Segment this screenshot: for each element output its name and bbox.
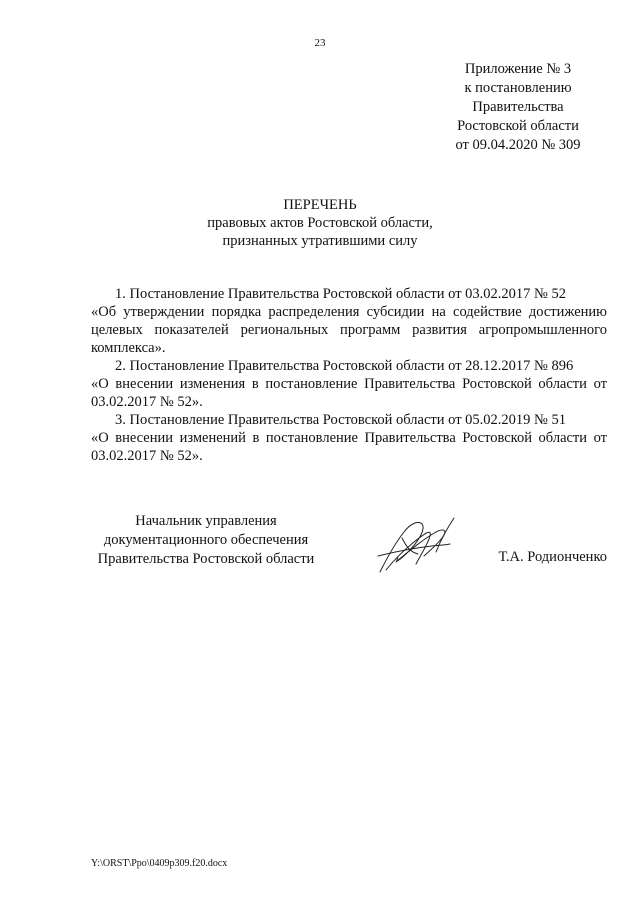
- appendix-line: Ростовской области: [457, 118, 579, 134]
- signatory-name: Т.А. Родионченко: [498, 549, 607, 565]
- list-item-title: 2. Постановление Правительства Ростовской области от 28.12.2017 № 896: [115, 358, 574, 374]
- page-number: 23: [314, 37, 326, 49]
- signatory-position-line: Правительства Ростовской области: [97, 551, 315, 567]
- list-item: [91, 285, 607, 357]
- handwritten-signature: [374, 512, 464, 576]
- footer-file-path: Y:\ORST\Ppo\0409p309.f20.docx: [91, 858, 228, 869]
- signatory-position-line: документационного обеспечения: [103, 532, 309, 548]
- list-item-title: 3. Постановление Правительства Ростовской области от 05.02.2019 № 51: [115, 412, 566, 428]
- signatory-position-line: Начальник управления: [135, 513, 277, 529]
- list-item-text: «О внесении изменения в постановление Правительства Ростовской области от 03.02.2017 № 52».: [91, 376, 607, 410]
- appendix-line: Приложение № 3: [464, 61, 572, 77]
- signatory-position: [86, 512, 326, 569]
- list-item-text: «Об утверждении порядка распределения субсидии на содействие достижению целевых показателей региональных программ развития агропромышленного комплекса».: [91, 304, 607, 356]
- document-heading: [0, 196, 640, 250]
- appendix-line: Правительства: [472, 99, 564, 115]
- appendix-line: от 09.04.2020 № 309: [455, 137, 581, 153]
- list-item: [91, 411, 607, 465]
- appendix-reference-block: [440, 60, 596, 155]
- document-subtitle: правовых актов Ростовской области,: [207, 215, 433, 231]
- legal-acts-list: [91, 285, 607, 465]
- list-item-text: «О внесении изменений в постановление Правительства Ростовской области от 03.02.2017 № 52».: [91, 430, 607, 464]
- document-title: ПЕРЕЧЕНЬ: [283, 197, 357, 213]
- document-subtitle: признанных утратившими силу: [222, 233, 418, 249]
- appendix-line: к постановлению: [464, 80, 572, 96]
- list-item: [91, 357, 607, 411]
- list-item-title: 1. Постановление Правительства Ростовской области от 03.02.2017 № 52: [115, 286, 566, 302]
